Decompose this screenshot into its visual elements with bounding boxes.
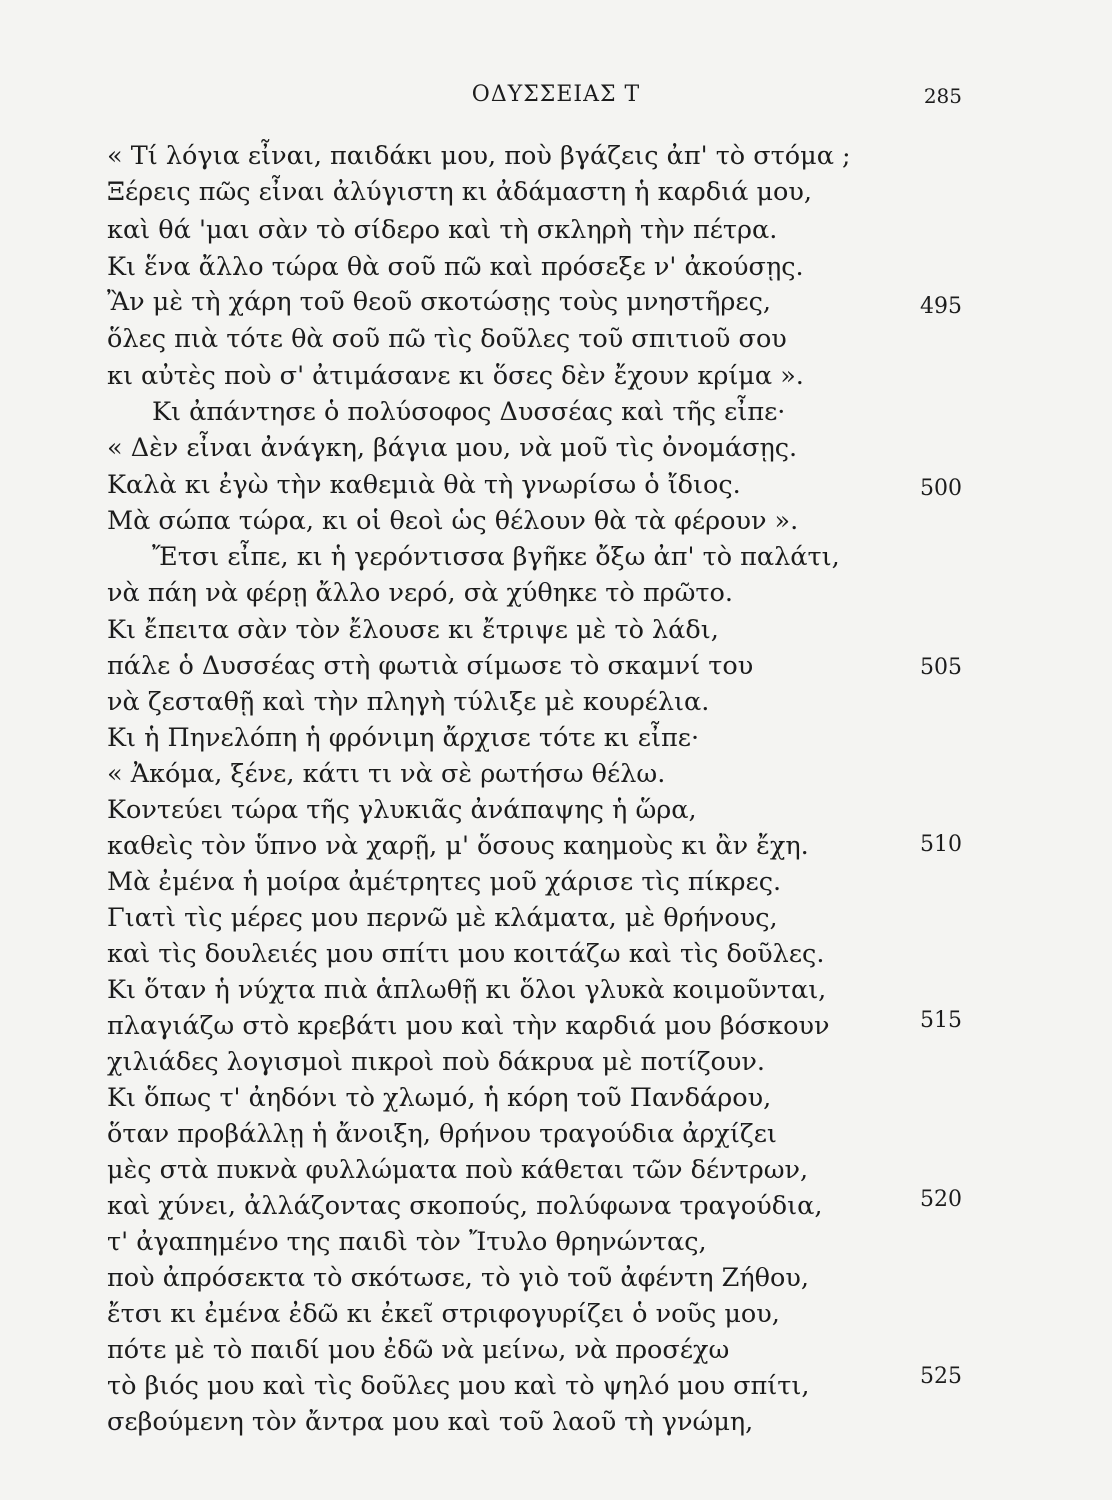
verse-line: « Τί λόγια εἶναι, παιδάκι μου, ποὺ βγάζεις ἀπ' τὸ στόμα ; xyxy=(107,141,851,171)
verse-line: Κοντεύει τώρα τῆς γλυκιᾶς ἀνάπαψης ἡ ὥρα, xyxy=(107,795,697,825)
verse-line: Μὰ ἐμένα ἡ μοίρα ἀμέτρητες μοῦ χάρισε τὶς πίκρες. xyxy=(107,867,782,897)
verse-line: κι αὐτὲς ποὺ σ' ἀτιμάσανε κι ὅσες δὲν ἔχουν κρίμα ». xyxy=(107,361,804,391)
line-number: 520 xyxy=(920,1187,962,1212)
line-number: 505 xyxy=(920,655,962,680)
line-number: 495 xyxy=(920,294,962,319)
verse-line: Ἔτσι εἶπε, κι ἡ γερόντισσα βγῆκε ὄξω ἀπ' τὸ παλάτι, xyxy=(152,542,840,572)
verse-line: « Δὲν εἶναι ἀνάγκη, βάγια μου, νὰ μοῦ τὶς ὀνομάσῃς. xyxy=(107,433,798,463)
verse-line: Κι ὅταν ἡ νύχτα πιὰ ἁπλωθῇ κι ὅλοι γλυκὰ κοιμοῦνται, xyxy=(107,975,827,1005)
verse-line: Κι ἡ Πηνελόπη ἡ φρόνιμη ἄρχισε τότε κι εἶπε· xyxy=(107,723,700,753)
verse-line: Κι ἀπάντησε ὁ πολύσοφος Δυσσέας καὶ τῆς εἶπε· xyxy=(152,397,786,427)
verse-line: Κι ἔπειτα σὰν τὸν ἔλουσε κι ἔτριψε μὲ τὸ λάδι, xyxy=(107,615,719,645)
verse-line: τὸ βιός μου καὶ τὶς δοῦλες μου καὶ τὸ ψηλό μου σπίτι, xyxy=(107,1371,810,1401)
verse-line: ποὺ ἀπρόσεκτα τὸ σκότωσε, τὸ γιὸ τοῦ ἀφέντη Ζήθου, xyxy=(107,1263,809,1293)
line-number: 525 xyxy=(920,1364,962,1389)
verse-line: πάλε ὁ Δυσσέας στὴ φωτιὰ σίμωσε τὸ σκαμνί του xyxy=(107,651,754,681)
verse-line: καὶ τὶς δουλειές μου σπίτι μου κοιτάζω καὶ τὶς δοῦλες. xyxy=(107,939,825,969)
verse-line: πλαγιάζω στὸ κρεβάτι μου καὶ τὴν καρδιά μου βόσκουν xyxy=(107,1011,830,1041)
verse-line: μὲς στὰ πυκνὰ φυλλώματα ποὺ κάθεται τῶν δέντρων, xyxy=(107,1155,809,1185)
verse-line: Κι ὅπως τ' ἀηδόνι τὸ χλωμό, ἡ κόρη τοῦ Πανδάρου, xyxy=(107,1083,772,1113)
running-head-title: ΟΔΥΣΣΕΙΑΣ Τ xyxy=(471,82,641,107)
page-number: 285 xyxy=(923,84,962,108)
verse-line: καὶ θά 'μαι σὰν τὸ σίδερο καὶ τὴ σκληρὴ τὴν πέτρα. xyxy=(107,215,778,245)
verse-line: Ξέρεις πῶς εἶναι ἀλύγιστη κι ἀδάμαστη ἡ καρδιά μου, xyxy=(107,177,812,207)
verse-line: καθεὶς τὸν ὕπνο νὰ χαρῇ, μ' ὅσους καημοὺς κι ἂν ἔχη. xyxy=(107,831,809,861)
verse-line: ἔτσι κι ἐμένα ἐδῶ κι ἐκεῖ στριφογυρίζει ὁ νοῦς μου, xyxy=(107,1299,780,1329)
verse-line: νὰ πάη νὰ φέρῃ ἄλλο νερό, σὰ χύθηκε τὸ πρῶτο. xyxy=(107,578,733,608)
line-number: 500 xyxy=(920,476,962,501)
verse-line: σεβούμενη τὸν ἄντρα μου καὶ τοῦ λαοῦ τὴ γνώμη, xyxy=(107,1407,754,1437)
verse-line: « Ἀκόμα, ξένε, κάτι τι νὰ σὲ ρωτήσω θέλω. xyxy=(107,759,666,789)
verse-line: Ἂν μὲ τὴ χάρη τοῦ θεοῦ σκοτώσῃς τοὺς μνηστῆρες, xyxy=(107,287,771,317)
verse-line: Κι ἕνα ἄλλο τώρα θὰ σοῦ πῶ καὶ πρόσεξε ν' ἀκούσῃς. xyxy=(107,252,804,282)
line-number: 510 xyxy=(920,832,962,857)
verse-line: τ' ἀγαπημένο της παιδὶ τὸν Ἴτυλο θρηνώντας, xyxy=(107,1227,707,1257)
verse-line: Μὰ σώπα τώρα, κι οἱ θεοὶ ὡς θέλουν θὰ τὰ φέρουν ». xyxy=(107,506,799,536)
verse-line: Καλὰ κι ἐγὼ τὴν καθεμιὰ θὰ τὴ γνωρίσω ὁ ἴδιος. xyxy=(107,470,741,500)
verse-line: Γιατὶ τὶς μέρες μου περνῶ μὲ κλάματα, μὲ θρήνους, xyxy=(107,903,778,933)
verse-line: πότε μὲ τὸ παιδί μου ἐδῶ νὰ μείνω, νὰ προσέχω xyxy=(107,1335,730,1365)
verse-line: ὅταν προβάλλῃ ἡ ἄνοιξη, θρήνου τραγούδια ἀρχίζει xyxy=(107,1119,777,1149)
line-number: 515 xyxy=(920,1008,962,1033)
verse-line: ὅλες πιὰ τότε θὰ σοῦ πῶ τὶς δοῦλες τοῦ σπιτιοῦ σου xyxy=(107,324,787,354)
verse-line: καὶ χύνει, ἀλλάζοντας σκοπούς, πολύφωνα τραγούδια, xyxy=(107,1191,823,1221)
verse-line: χιλιάδες λογισμοὶ πικροὶ ποὺ δάκρυα μὲ ποτίζουν. xyxy=(107,1047,766,1077)
verse-line: νὰ ζεσταθῇ καὶ τὴν πληγὴ τύλιξε μὲ κουρέλια. xyxy=(107,687,710,717)
